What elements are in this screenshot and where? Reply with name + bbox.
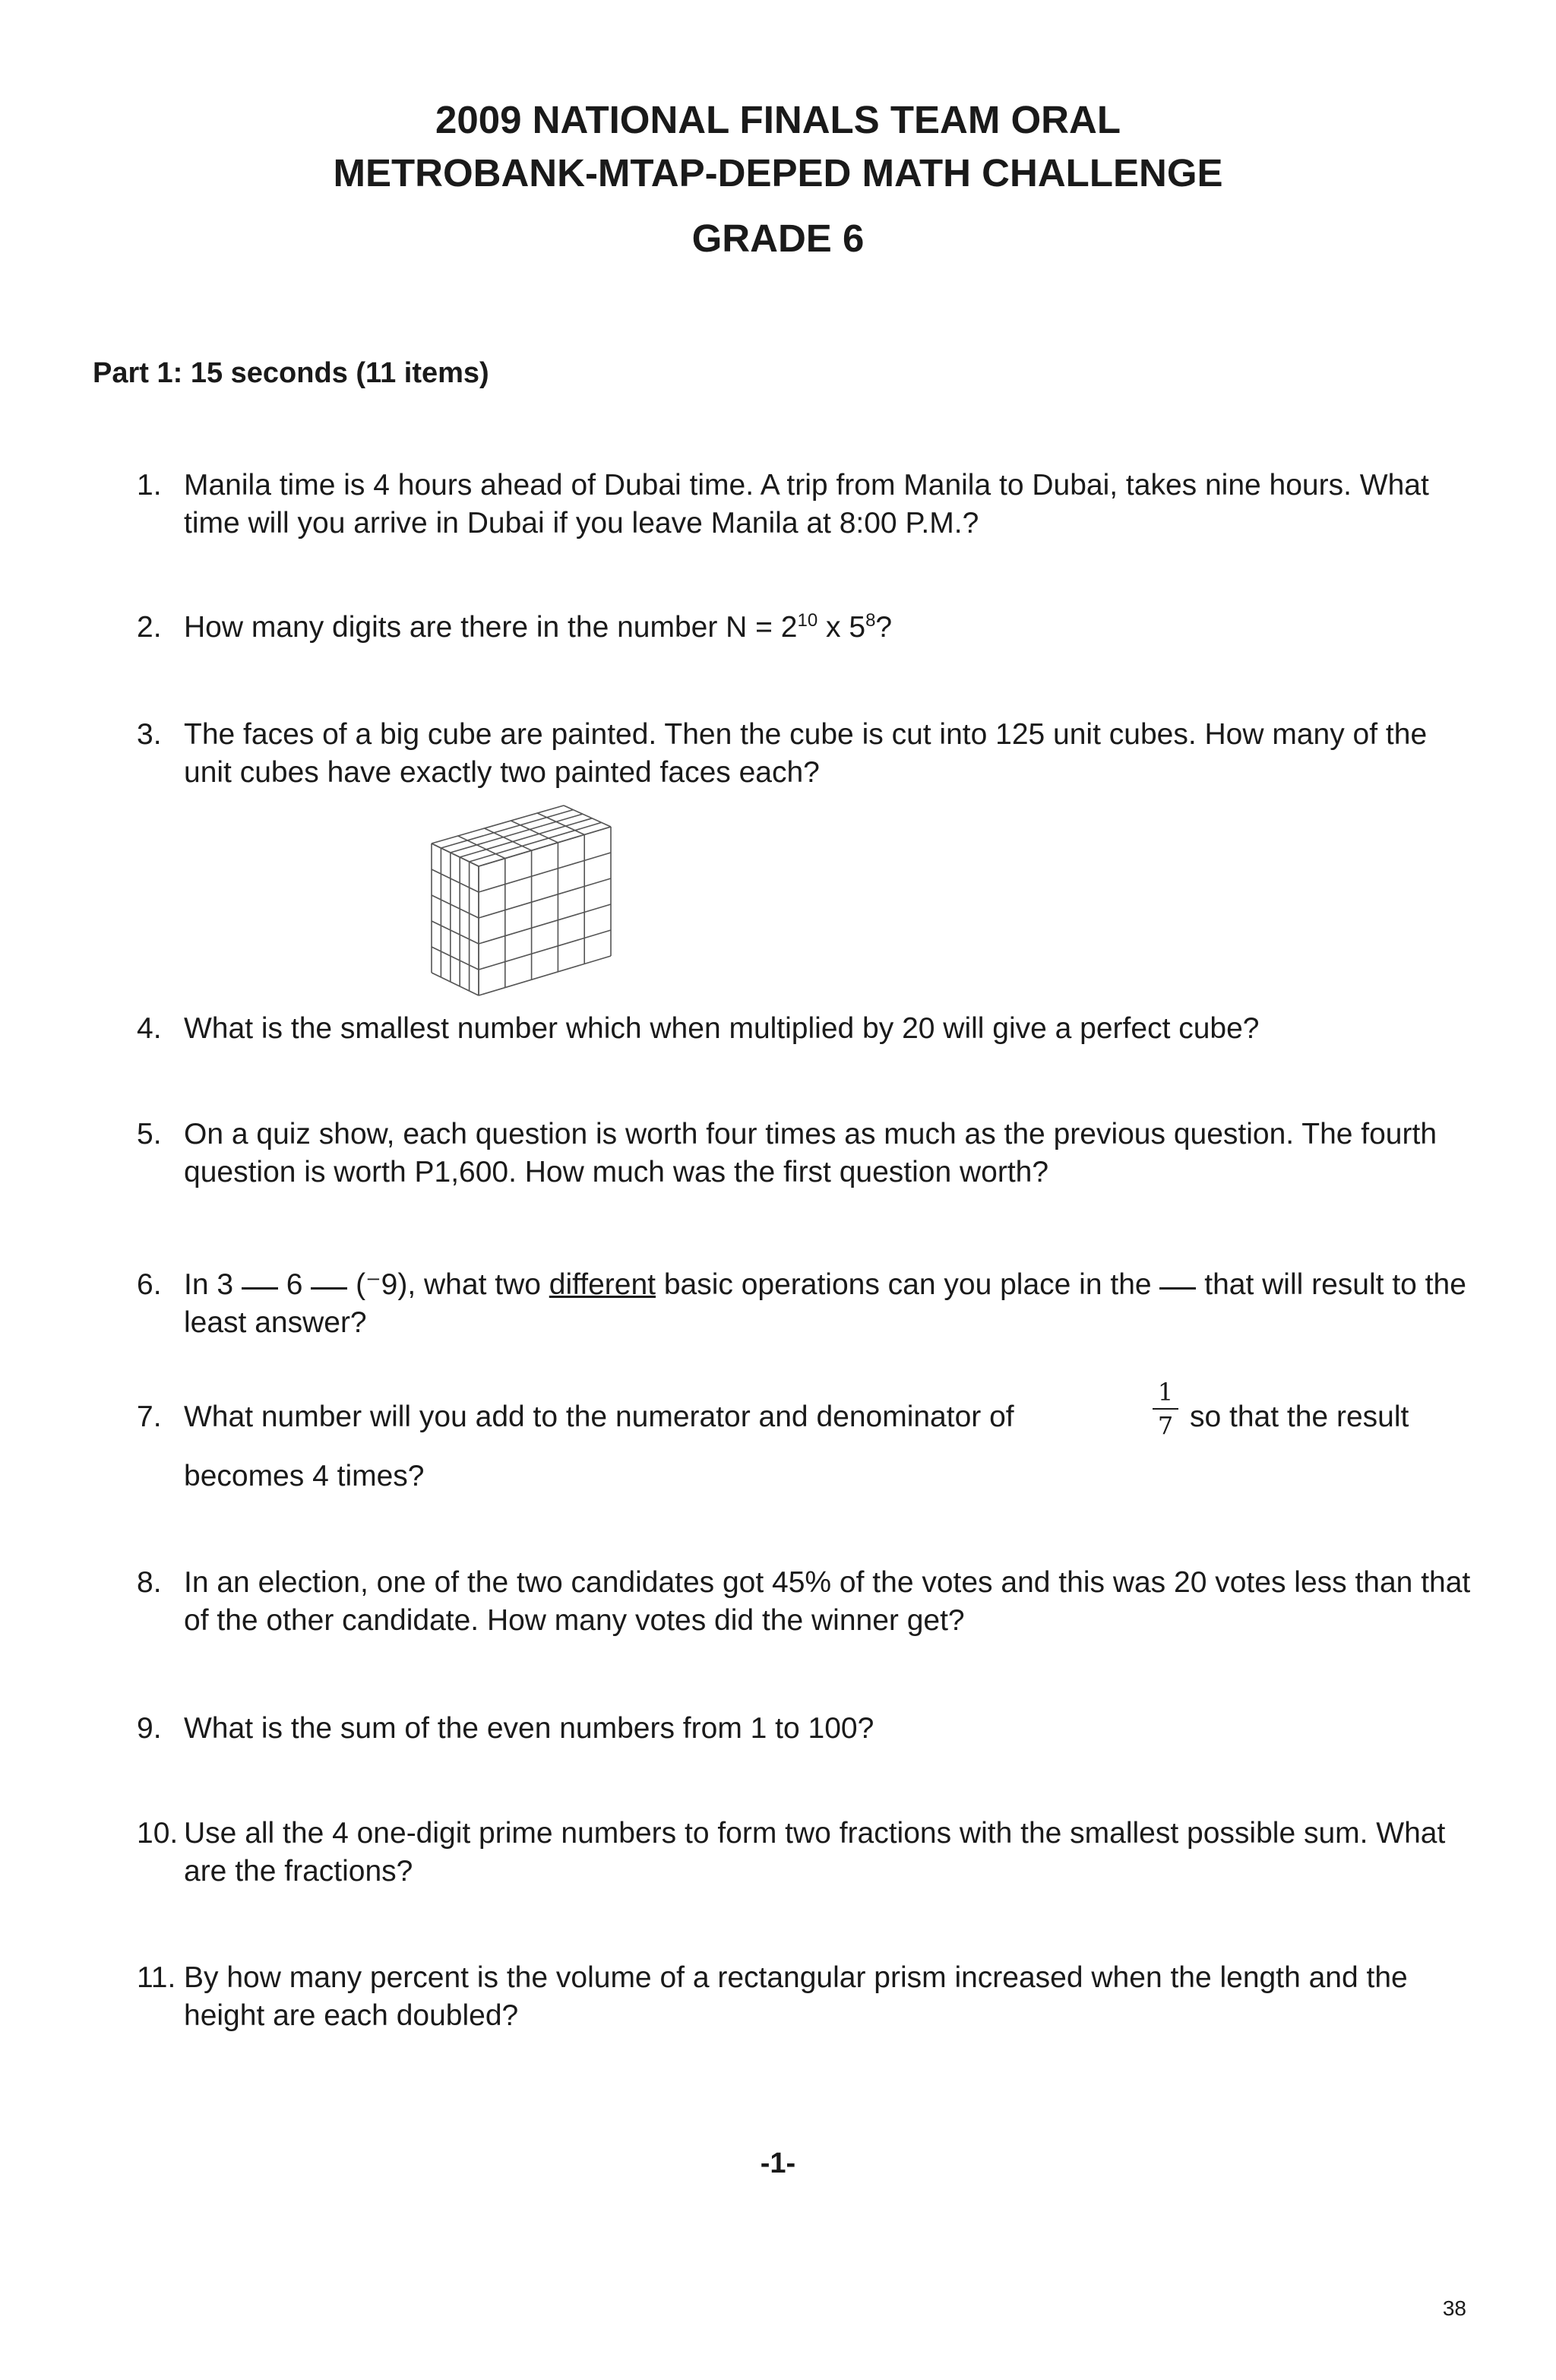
underlined-word: different	[549, 1268, 656, 1301]
fraction-numerator: 1	[1157, 1378, 1174, 1407]
cube-grid-line	[479, 878, 611, 918]
text-segment: In 3	[184, 1268, 242, 1301]
cube-illustration	[425, 804, 623, 1002]
part-heading: Part 1: 15 seconds (11 items)	[93, 357, 489, 389]
cube-grid-line	[485, 828, 532, 850]
question-text: Manila time is 4 hours ahead of Dubai time. A trip from Manila to Dubai, takes nine hours. What time will you arrive in Dubai if you leave Manila at 8:00 P.M.?	[184, 469, 1429, 540]
title-line-1: 2009 NATIONAL FINALS TEAM ORAL	[435, 98, 1121, 141]
question-text: By how many percent is the volume of a rectangular prism increased when the length and the height are each doubled?	[184, 1961, 1408, 2032]
cube-grid-line	[479, 904, 611, 944]
question-3	[137, 716, 1474, 792]
fraction-one-seventh	[1153, 1379, 1178, 1438]
page-footer: -1-	[760, 2147, 796, 2179]
cube-grid-line	[537, 813, 584, 834]
question-number: 9.	[137, 1712, 162, 1745]
text-segment: (⁻9), what two	[347, 1268, 549, 1301]
text-segment: basic operations can you place in the	[655, 1268, 1160, 1301]
question-text: In an election, one of the two candidates got 45% of the votes and this was 20 votes less than that of the other candidate. How many votes did the winner get?	[184, 1566, 1471, 1637]
cube-grid-line	[451, 814, 583, 853]
exponent: 8	[865, 610, 876, 631]
text-segment: ?	[875, 611, 893, 644]
question-number: 2.	[137, 611, 162, 644]
text-segment: that will result to the least answer?	[184, 1268, 1466, 1339]
cube-grid-line	[432, 869, 479, 892]
question-number: 10.	[137, 1817, 179, 1850]
question-text: Use all the 4 one-digit prime numbers to form two fractions with the smallest possible sum. What are the fractions?	[184, 1817, 1446, 1888]
answer-blank	[1159, 1287, 1196, 1290]
question-text: The faces of a big cube are painted. Then the cube is cut into 125 unit cubes. How many of the unit cubes have exactly two painted faces each?	[184, 718, 1428, 789]
question-4	[137, 1010, 1474, 1048]
question-number: 8.	[137, 1566, 162, 1599]
answer-blank	[311, 1287, 347, 1290]
text-segment: becomes 4 times?	[184, 1460, 425, 1492]
cube-grid-line	[511, 821, 558, 843]
question-number: 11.	[137, 1961, 176, 1994]
question-2	[137, 609, 1474, 647]
question-text	[184, 609, 1474, 647]
question-text: On a quiz show, each question is worth four times as much as the previous question. The fourth question is worth P1,600. How much was the first question worth?	[184, 1118, 1437, 1188]
fraction-bar	[1153, 1408, 1178, 1410]
cube-grid-line	[432, 805, 564, 843]
text-segment: How many digits are there in the number N = 2	[184, 611, 798, 644]
question-10	[137, 1815, 1474, 1891]
cube-grid-line	[441, 810, 573, 848]
question-9	[137, 1710, 1474, 1748]
page-number: 38	[1442, 2296, 1466, 2320]
question-number: 3.	[137, 718, 162, 751]
cube-grid-line	[564, 805, 611, 827]
question-5	[137, 1116, 1474, 1192]
text-segment: x 5	[818, 611, 866, 644]
question-7-cont	[1190, 1398, 1479, 1436]
question-8	[137, 1564, 1474, 1640]
cube-grid-line	[479, 853, 611, 892]
cube-grid-line	[479, 956, 611, 995]
cube-grid-line	[432, 947, 479, 970]
question-number: 5.	[137, 1118, 162, 1150]
question-6	[137, 1266, 1474, 1342]
question-1	[137, 467, 1474, 543]
text-segment: so that the result	[1190, 1400, 1409, 1433]
question-11	[137, 1959, 1474, 2035]
question-7-line2	[137, 1457, 1474, 1495]
cube-grid-line	[432, 921, 479, 944]
question-number: 6.	[137, 1268, 162, 1301]
question-text: What is the smallest number which when multiplied by 20 will give a perfect cube?	[184, 1012, 1260, 1045]
question-number: 1.	[137, 469, 162, 502]
question-number: 4.	[137, 1012, 162, 1045]
title-line-2: METROBANK-MTAP-DEPED MATH CHALLENGE	[333, 151, 1223, 195]
question-text: What is the sum of the even numbers from 1 to 100?	[184, 1712, 874, 1745]
cube-grid-line	[432, 973, 479, 995]
question-text	[184, 1266, 1474, 1342]
question-number: 7.	[137, 1400, 162, 1433]
title-line-3: GRADE 6	[691, 217, 865, 260]
cube-grid-line	[479, 930, 611, 970]
exponent: 10	[797, 610, 818, 631]
answer-blank	[242, 1287, 278, 1290]
text-segment: What number will you add to the numerator and denominator of	[184, 1400, 1014, 1433]
text-segment: 6	[277, 1268, 312, 1301]
fraction-denominator: 7	[1157, 1411, 1174, 1440]
cube-grid-line	[432, 895, 479, 918]
